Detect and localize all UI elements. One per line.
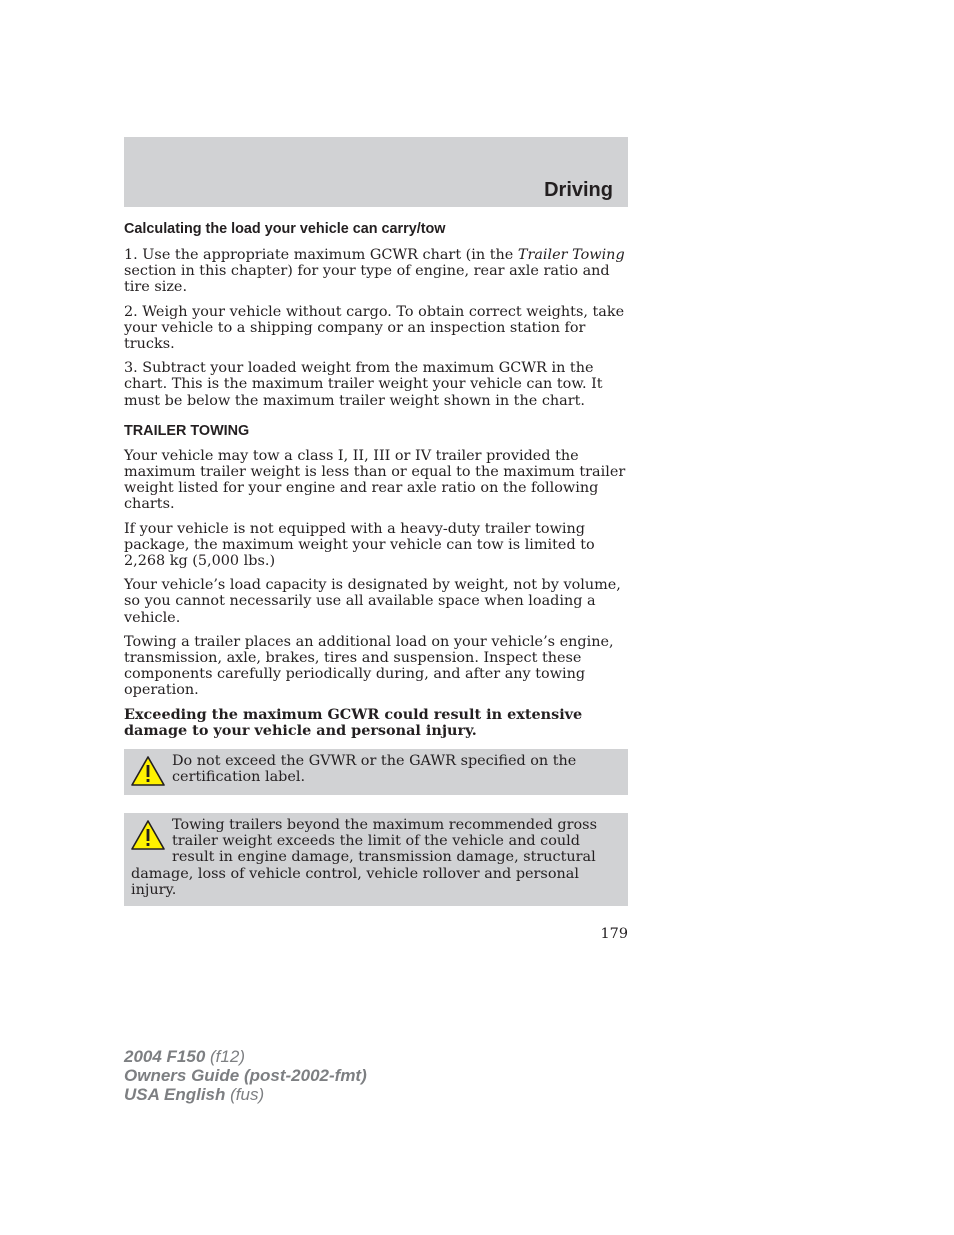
footer-line-3 xyxy=(124,1085,367,1104)
step-1-text-a: 1. Use the appropriate maximum GCWR chart (in the xyxy=(124,247,518,263)
page-number: 179 xyxy=(600,926,628,942)
warning-box-1 xyxy=(124,749,628,795)
step-2: 2. Weigh your vehicle without cargo. To obtain correct weights, take your vehicle to a shipping company or an inspection station for trucks. xyxy=(124,303,625,353)
footer-language: USA English xyxy=(124,1085,226,1104)
step-1 xyxy=(124,247,628,296)
towing-para-4: Towing a trailer places an additional load on your vehicle’s engine, transmission, axle, brakes, tires and suspension. Inspect these components carefully periodically during, and after any towing operation. xyxy=(124,633,614,699)
warning-triangle-icon xyxy=(130,819,166,851)
section-title: Driving xyxy=(544,179,613,201)
gcwr-bold-warning: Exceeding the maximum GCWR could result in extensive damage to your vehicle and personal injury. xyxy=(124,705,583,739)
footer-guide: Owners Guide (post-2002-fmt) xyxy=(124,1066,367,1085)
warning-text-2: Towing trailers beyond the maximum recommended gross trailer weight exceeds the limit of the vehicle and could result in engine damage, transmission damage, structural damage, loss of vehicle control, vehicle rollover and personal injury. xyxy=(131,817,597,898)
page-content xyxy=(124,221,628,924)
trailer-towing-heading: TRAILER TOWING xyxy=(124,422,250,439)
footer-line-2 xyxy=(124,1066,367,1085)
step-1-text-b: section in this chapter) for your type of engine, rear axle ratio and tire size. xyxy=(124,263,610,296)
step-1-emphasis: Trailer Towing xyxy=(517,247,625,263)
warning-text-1: Do not exceed the GVWR or the GAWR specified on the certification label. xyxy=(172,753,577,786)
step-3: 3. Subtract your loaded weight from the maximum GCWR in the chart. This is the maximum trailer weight your vehicle can tow. It must be below the maximum trailer weight shown in the chart. xyxy=(124,360,603,409)
footer-line-1 xyxy=(124,1047,367,1066)
towing-para-2: If your vehicle is not equipped with a heavy-duty trailer towing package, the maximum weight your vehicle can tow is limited to 2,268 kg (5,000 lbs.) xyxy=(124,520,595,570)
footer-language-code: (fus) xyxy=(225,1085,265,1104)
document-footer xyxy=(124,1047,367,1104)
warning-triangle-icon xyxy=(130,755,166,787)
footer-model-code: (f12) xyxy=(205,1047,245,1066)
footer-model: 2004 F150 xyxy=(124,1047,206,1066)
warning-box-2 xyxy=(124,813,628,906)
towing-para-1: Your vehicle may tow a class I, II, III or IV trailer provided the maximum trailer weight is less than or equal to the maximum trailer weight listed for your engine and rear axle ratio on the following charts. xyxy=(124,447,626,513)
towing-para-3: Your vehicle’s load capacity is designated by weight, not by volume, so you cannot necessarily use all available space when loading a vehicle. xyxy=(124,577,621,626)
section-header-band xyxy=(124,137,628,207)
calc-heading: Calculating the load your vehicle can carry/tow xyxy=(124,221,446,237)
